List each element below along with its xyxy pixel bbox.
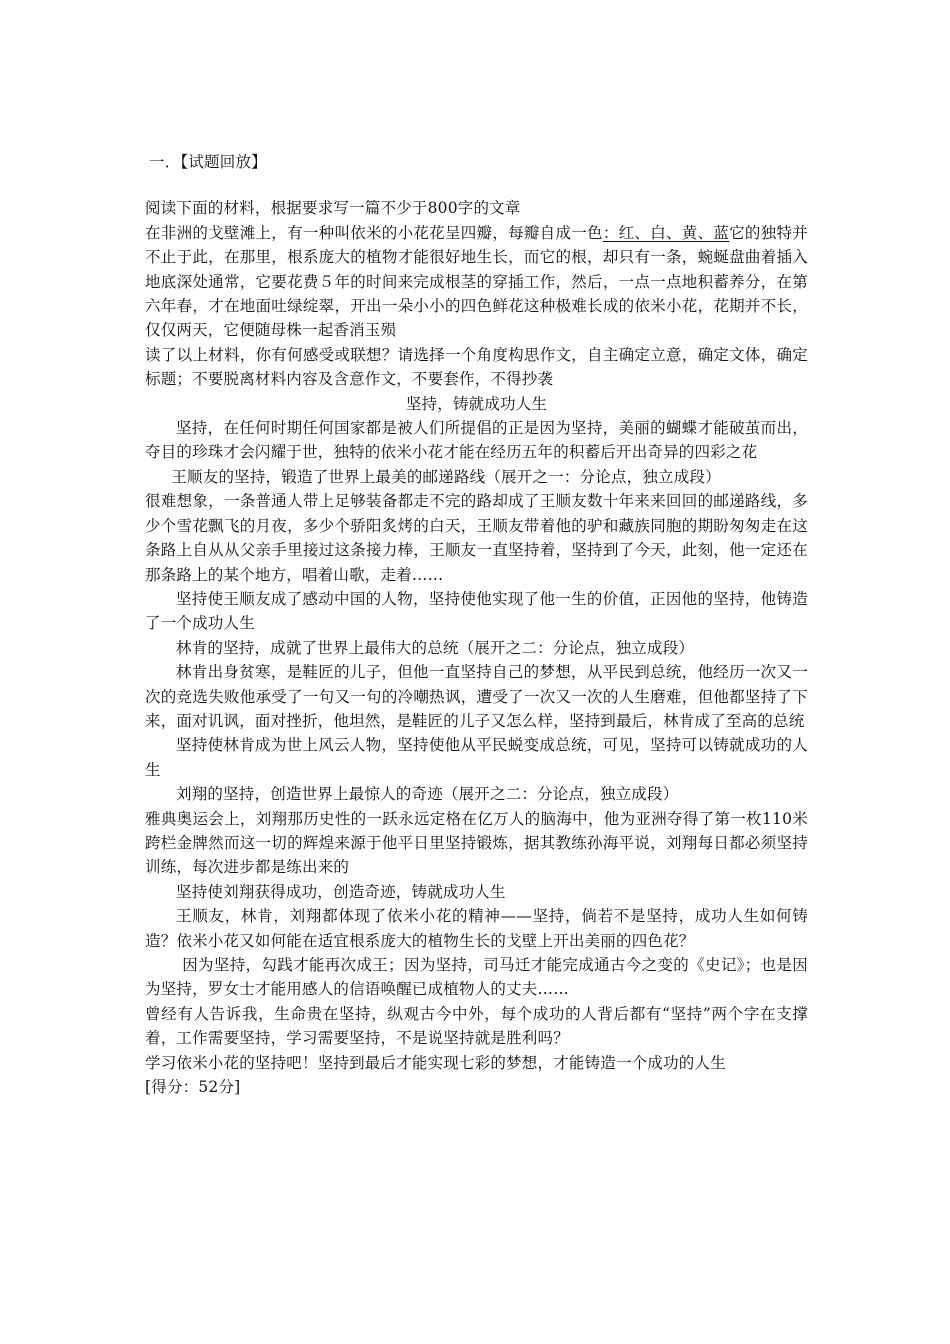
- material-text-2: 它的独特并不止于此，在那里，根系庞大的植物才能很好地生长，而它的根，却只有一条，蜿蜒盘曲着插入地底深处通常，它要花费５年的时间来完成根茎的穿插工作，然后，一点一点地积蓄养分，在第六年春，才在地面吐绿绽翠，开出一朵小小的四色鲜花这种极难长成的依米小花，花期并不长，仅仅两天，它便随母株一起香消玉殒: [145, 223, 808, 340]
- section-heading: 一．【试题回放】: [149, 153, 267, 171]
- prompt-intro: 阅读下面的材料，根据要求写一篇不少于800字的文章: [145, 199, 521, 218]
- essay-paragraph: 王顺友的坚持，锻造了世界上最美的邮递路线（展开之一：分论点，独立成段）: [171, 467, 721, 486]
- essay-paragraph: 很难想象，一条普通人带上足够装备都走不完的路却成了王顺友数十年来来回回的邮递路线，多少个雪花飘飞的月夜，多少个骄阳炙烤的白天，王顺友带着他的驴和藏族同胞的期盼匆匆走在这条路上自从从父亲手里接过这条接力棒，王顺友一直坚持着，坚持到了今天，此刻，他一定还在那条路上的某个地方，唱着山歌，走着……: [145, 492, 808, 584]
- prompt-requirement: 读了以上材料，你有何感受或联想？请选择一个角度构思作文，自主确定立意，确定文体，确定标题；不要脱离材料内容及含意作文，不要套作，不得抄袭: [145, 345, 808, 389]
- prompt-material: [145, 221, 808, 343]
- material-colors: ：红、白、黄、蓝: [602, 223, 730, 242]
- essay-paragraph: 雅典奥运会上，刘翔那历史性的一跃永远定格在亿万人的脑海中，他为亚洲夺得了第一枚110米跨栏金牌然而这一切的辉煌来源于他平日里坚持锻炼，据其教练孙海平说，刘翔每日都必须坚持训练，每次进步都是练出来的: [145, 809, 808, 877]
- essay-paragraph: 坚持，在任何时期任何国家都是被人们所提倡的正是因为坚持，美丽的蝴蝶才能破茧而出，夺目的珍珠才会闪耀于世，独特的依米小花才能在经历五年的积蓄后开出奇异的四彩之花: [145, 419, 808, 462]
- essay-paragraph: 坚持使王顺友成了感动中国的人物，坚持使他实现了他一生的价值，正因他的坚持，他铸造了一个成功人生: [145, 589, 808, 633]
- document-page: [145, 150, 808, 1099]
- score-note: [得分：52分]: [145, 1078, 241, 1097]
- essay-paragraph: 林肯出身贫寒，是鞋匠的儿子，但他一直坚持自己的梦想，从平民到总统，他经历一次又一次的竞选失败他承受了一句又一句的冷嘲热讽，遭受了一次又一次的人生磨难，但他都坚持了下来，面对讥讽，面对挫折，他坦然，是鞋匠的儿子又怎么样，坚持到最后，林肯成了至高的总统: [145, 663, 808, 730]
- material-text-1: 在非洲的戈壁滩上，有一种叫依米的小花花呈四瓣，每瓣自成一色: [145, 223, 603, 242]
- essay-paragraph: 王顺友，林肯，刘翔都体现了依米小花的精神——坚持，倘若不是坚持，成功人生如何铸造？依米小花又如何能在适宜根系庞大的植物生长的戈壁上开出美丽的四色花？: [145, 907, 808, 950]
- essay-title: 坚持，铸就成功人生: [405, 394, 548, 413]
- essay-paragraph: 学习依米小花的坚持吧！坚持到最后才能实现七彩的梦想，才能铸造一个成功的人生: [145, 1053, 726, 1072]
- essay-paragraph: 曾经有人告诉我，生命贵在坚持，纵观古今中外，每个成功的人背后都有“坚持”两个字在支撑着，工作需要坚持，学习需要坚持，不是说坚持就是胜利吗？: [145, 1004, 808, 1048]
- essay-paragraph: 坚持使刘翔获得成功，创造奇迹，铸就成功人生: [176, 882, 506, 901]
- essay-paragraph: 林肯的坚持，成就了世界上最伟大的总统（展开之二：分论点，独立成段）: [176, 638, 695, 657]
- essay-paragraph: 坚持使林肯成为世上风云人物，坚持使他从平民蜕变成总统，可见，坚持可以铸就成功的人生: [145, 736, 808, 779]
- essay-paragraph: 刘翔的坚持，创造世界上最惊人的奇迹（展开之二：分论点，独立成段）: [176, 785, 679, 804]
- essay-paragraph: 因为坚持，勾践才能再次成王；因为坚持，司马迁才能完成通古今之变的《史记》；也是因为坚持，罗女士才能用感人的信语唤醒已成植物人的丈夫……: [145, 956, 808, 999]
